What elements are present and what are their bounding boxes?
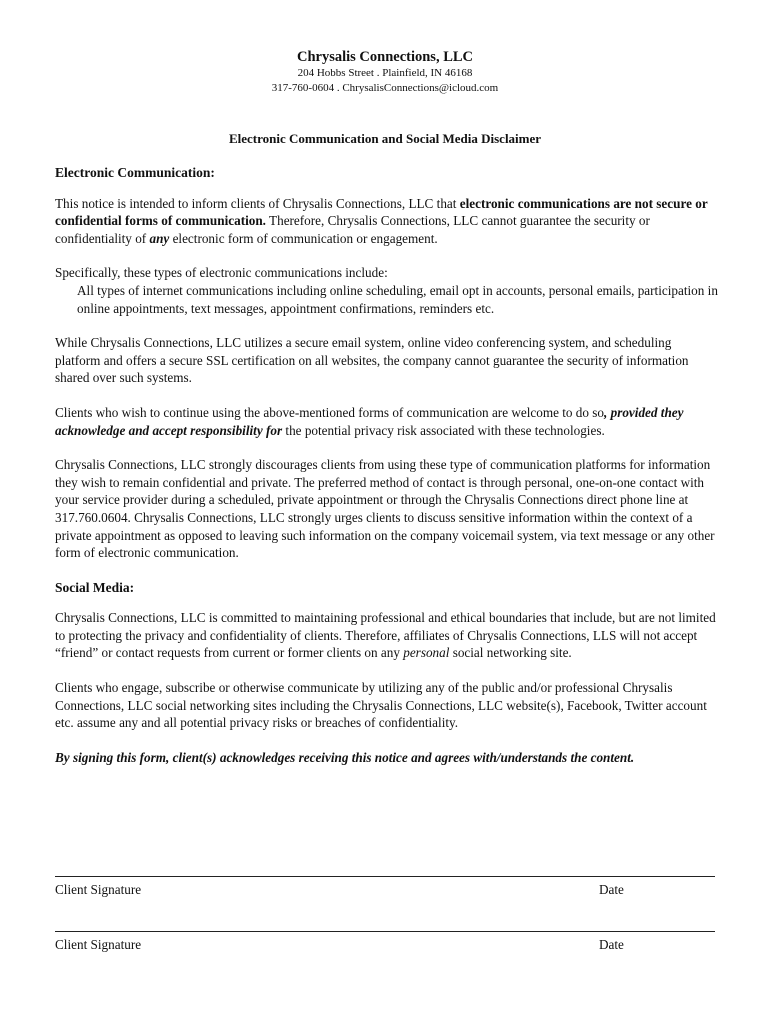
notice-text-bold: electronic communications are not secure or confidential forms of communication. (55, 195, 708, 229)
section-heading-social-media: Social Media: (55, 579, 135, 595)
document-title: Electronic Communication and Social Media Disclaimer (228, 131, 542, 146)
signature-line[interactable] (55, 876, 715, 877)
address-line-1: 204 Hobbs Street . Plainfield, IN 46168 (297, 67, 473, 79)
document-body (55, 164, 720, 766)
signature-block-2 (55, 931, 715, 952)
paragraph-acceptance (55, 404, 720, 439)
notice-text-a: This notice is intended to inform clients of Chrysalis Connections, LLC that (55, 195, 460, 211)
notice-text-c: Therefore, Chrysalis Connections, LLC cannot guarantee the security or confidentiality of (55, 213, 650, 246)
paragraph-social-risk: Clients who engage, subscribe or otherwise communicate by utilizing any of the public and/or professional Chrysalis Connections, LLC social networking sites including the Chrysalis Connections, LLC website(s), Facebook, Twitter account etc. assume any and all potential privacy risks or breaches of confidentiality. (55, 680, 707, 731)
organization-name: Chrysalis Connections, LLC (296, 49, 474, 65)
paragraph-notice (55, 195, 720, 248)
boundaries-text-personal: personal (403, 645, 450, 661)
client-signature-label: Client Signature (55, 937, 142, 952)
notice-text-e: electronic form of communication or engagement. (169, 230, 438, 246)
acceptance-text-c: the potential privacy risk associated with these technologies. (282, 422, 605, 438)
notice-text-any: any (149, 230, 170, 246)
acknowledgment-statement: By signing this form, client(s) acknowledges receiving this notice and agrees with/understands the content. (55, 749, 635, 765)
paragraph-secure-systems: While Chrysalis Connections, LLC utilizes a secure email system, online video conferencing system, and scheduling platform and offers a secure SSL certification on all websites, the company cannot guarantee the security of information shared over such systems. (55, 335, 689, 386)
address-line-2: 317-760-0604 . ChrysalisConnections@icloud.com (271, 82, 499, 94)
paragraph-types-list: All types of internet communications including online scheduling, email opt in accounts, personal emails, participation in online appointments, text messages, appointment confirmations, reminders etc. (77, 282, 718, 316)
paragraph-types-intro: Specifically, these types of electronic communications include: (55, 265, 388, 281)
date-label: Date (599, 882, 624, 897)
acceptance-text-bold: , provided they acknowledge and accept responsibility for (55, 404, 684, 438)
boundaries-text-a: Chrysalis Connections, LLC is committed to maintaining professional and ethical boundaries that include, but are not limited to protecting the privacy and confidentiality of clients. Therefore, affiliates of Chrysalis Connections, LLS will not accept “friend” or contact requests from current or former clients on any (55, 610, 716, 661)
paragraph-boundaries (55, 609, 720, 662)
signature-line[interactable] (55, 931, 715, 932)
paragraph-discourage: Chrysalis Connections, LLC strongly discourages clients from using these type of communication platforms for information they wish to remain confidential and private. The preferred method of contact is through personal, one-on-one contact with your service provider during a scheduled, private appointment or through the Chrysalis Connections direct phone line at 317.760.0604. Chrysalis Connections, LLC strongly urges clients to discuss sensitive information within the context of a private appointment as opposed to leaving such information on the company voicemail system, via text message or any other form of electronic communication. (55, 457, 715, 561)
signature-block-1 (55, 876, 715, 897)
boundaries-text-c: social networking site. (449, 645, 572, 661)
date-label: Date (599, 937, 624, 952)
client-signature-label: Client Signature (55, 882, 142, 897)
section-heading-electronic-communication: Electronic Communication: (55, 165, 215, 180)
acceptance-text-a: Clients who wish to continue using the above-mentioned forms of communication are welcome to do so (55, 404, 605, 420)
